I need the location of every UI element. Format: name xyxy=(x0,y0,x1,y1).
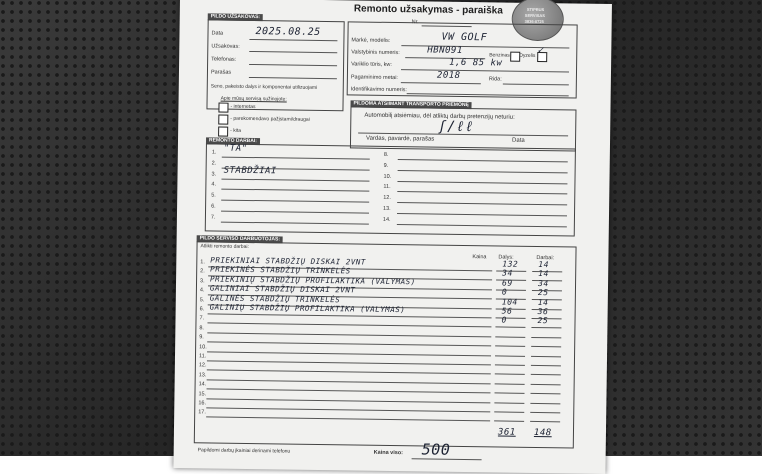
fuel-diesel-label: Dyzelis xyxy=(519,52,536,59)
repair-row-number: 3. xyxy=(211,171,217,178)
pickup-date-label: Data xyxy=(511,137,525,144)
service-row-labor: 36 xyxy=(537,307,549,317)
service-row-parts: 0 xyxy=(501,315,507,325)
repair-row-number: 11. xyxy=(383,184,391,191)
repair-row-number: 2. xyxy=(211,160,217,167)
repair-row-number: 14. xyxy=(382,216,391,223)
form-number-label: Nr. xyxy=(411,19,419,26)
service-row-parts: 132 xyxy=(502,259,519,269)
service-row-text: PRIEKINĖS STABDŽIŲ TRINKELĖS xyxy=(210,264,351,276)
year-label: Pagaminimo metai: xyxy=(350,74,399,82)
make-value: VW GOLF xyxy=(441,31,488,44)
pickup-statement: Automobilį atsiėmiau, dėl atliktų darbų pretenzijų neturiu: xyxy=(364,112,515,121)
service-row-number: 5. xyxy=(199,296,205,303)
service-row-number: 17. xyxy=(198,409,206,416)
repair-row-number: 8. xyxy=(383,151,389,158)
service-row-labor: 14 xyxy=(537,297,549,307)
service-row-text: GALINIAI STABDŽIŲ DISKAI 2VNT xyxy=(209,283,356,295)
form-title: Remonto užsakymas - paraiška xyxy=(353,3,503,17)
parts-disposal-note: Seno, pakeisto dalys ir komponentai utilizuojami xyxy=(210,83,318,91)
date-label: Data xyxy=(211,30,224,37)
plate-value: HBN091 xyxy=(427,45,463,56)
work-label: Atlikti remonto darbai: xyxy=(200,243,249,250)
service-row-labor: 25 xyxy=(537,288,549,298)
source-option-other: - kita xyxy=(230,127,242,134)
service-row-number: 13. xyxy=(198,372,207,379)
service-row-number: 11. xyxy=(198,353,207,360)
repair-row-number: 9. xyxy=(383,162,389,169)
source-other-checkbox[interactable] xyxy=(218,127,228,137)
service-row-parts: 0 xyxy=(501,287,508,297)
service-row-labor: 25 xyxy=(537,316,549,326)
repair-row-number: 4. xyxy=(211,181,217,188)
repair-row-text: STABDŽIAI xyxy=(223,165,277,176)
repair-row-number: 1. xyxy=(211,149,217,156)
service-row-number: 4. xyxy=(199,287,205,294)
service-row-text: GALINĖS STABDŽIŲ TRINKELĖS xyxy=(209,293,341,304)
customer-section-header: PILDO UŽSAKOVAS: xyxy=(208,13,263,21)
service-row-labor: 14 xyxy=(538,269,549,279)
repair-row-text: "TA" xyxy=(223,143,248,154)
signature-label: Parašas xyxy=(210,69,232,76)
stamp-text: SERVISAS xyxy=(524,12,545,19)
source-option-internet: - internetas xyxy=(230,103,256,111)
total-labor: 148 xyxy=(533,427,552,439)
service-row-number: 6. xyxy=(199,306,205,313)
service-row-number: 3. xyxy=(200,278,205,285)
repair-row-number: 7. xyxy=(210,214,216,221)
plate-label: Valstybinis numeris: xyxy=(351,49,400,57)
service-row-number: 10. xyxy=(199,343,207,351)
service-row-number: 15. xyxy=(198,390,207,397)
stamp-text: 3836-0725 xyxy=(524,18,544,25)
year-value: 2018 xyxy=(436,70,461,81)
service-row-number: 7. xyxy=(199,315,205,322)
repair-row-number: 5. xyxy=(211,192,216,199)
source-friends-checkbox[interactable] xyxy=(218,115,228,125)
labor-column-header: Darbai: xyxy=(536,255,555,262)
repair-row-number: 10. xyxy=(383,173,392,180)
service-row-number: 2. xyxy=(200,268,205,275)
service-row-parts: 34 xyxy=(502,268,513,279)
service-row-labor: 14 xyxy=(538,260,550,270)
source-internet-checkbox[interactable] xyxy=(218,103,228,113)
service-row-number: 9. xyxy=(199,334,204,341)
engine-value: 1,6 85 kw xyxy=(449,57,503,69)
service-row-number: 8. xyxy=(199,325,205,332)
fuel-petrol-label: Benzinas xyxy=(489,52,510,59)
repair-row-number: 6. xyxy=(211,203,216,210)
repair-order-form xyxy=(173,0,612,474)
mileage-label: Rida: xyxy=(488,76,502,83)
repair-row-number: 13. xyxy=(383,205,391,212)
service-row-number: 12. xyxy=(198,362,207,369)
stamp-text: STIPRUS xyxy=(526,6,545,13)
date-value: 2025.08.25 xyxy=(255,26,321,38)
footer-note: Papildomi darbų įkainiai derinami telefonu xyxy=(197,447,291,455)
total-value: 500 xyxy=(421,440,451,459)
service-row-parts: 104 xyxy=(501,297,518,307)
total-parts: 361 xyxy=(497,427,516,438)
service-row-labor: 34 xyxy=(537,278,549,288)
parts-column-header: Dalys: xyxy=(498,254,514,261)
pickup-section-header: PILDOMA ATSIIMANT TRANSPORTO PRIEMONĘ xyxy=(350,100,471,109)
service-row-parts: 69 xyxy=(501,278,513,288)
service-row-parts: 56 xyxy=(501,306,513,316)
service-row-number: 1. xyxy=(200,259,205,266)
diesel-check-mark: ✓ xyxy=(537,44,544,57)
service-row-number: 14. xyxy=(198,381,207,388)
phone-label: Telefonas: xyxy=(211,56,237,63)
make-label: Markė, modelis: xyxy=(351,37,391,44)
pickup-name-label: Vardas, pavardė, parašas xyxy=(366,135,435,143)
repair-row-number: 12. xyxy=(383,195,391,202)
service-section-header: PILDO SERVISO DARBUOTOJAS: xyxy=(197,235,283,243)
source-question: Apie mūsų servisą sužinojote: xyxy=(220,95,287,103)
price-column-header: Kaina xyxy=(472,254,487,261)
service-row-number: 16. xyxy=(198,400,207,407)
customer-signature: ʃ/ℓℓ xyxy=(438,118,475,136)
repairs-section-header: REMONTO DARBAI: xyxy=(206,137,260,145)
engine-label: Variklio tūris, kw: xyxy=(351,61,392,68)
total-label: Kaina viso: xyxy=(373,449,404,457)
source-option-friends: - parekomendavo pažįstami/draugai xyxy=(230,115,310,123)
service-row-text: PRIEKINIAI STABDŽIŲ DISKAI 2VNT xyxy=(210,255,366,267)
service-row-text: GALINIŲ STABDŽIŲ PROFILAKTIKA (VALYMAS) xyxy=(209,302,406,315)
vin-label: Identifikavimo numeris: xyxy=(350,86,408,94)
service-row-text: PRIEKINIŲ STABDŽIŲ PROFILAKTIKA (VALYMAS) xyxy=(210,274,416,287)
customer-label: Užsakovas: xyxy=(211,43,240,50)
